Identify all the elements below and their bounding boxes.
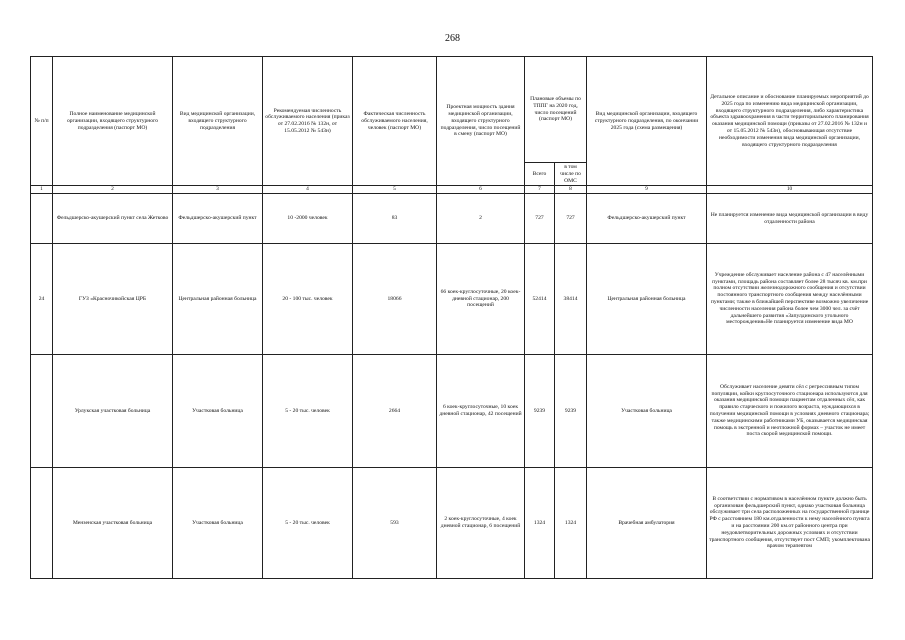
row-recommended-population: 5 - 20 тыс. человек [263, 468, 353, 579]
header-num: № п/п [31, 57, 53, 186]
row-recommended-population: 5 - 20 тыс. человек [263, 355, 353, 468]
row-recommended-population: 10 -2000 человек [263, 194, 353, 244]
table-row [31, 355, 873, 468]
row-type-after-2025: Участковая больница [587, 355, 707, 468]
column-number: 8 [555, 186, 587, 194]
row-oms: 727 [555, 194, 587, 244]
row-total: 9239 [525, 355, 555, 468]
table-row [31, 244, 873, 355]
row-type-after-2025: Центральная районная больница [587, 244, 707, 355]
header-design-capacity: Проектная мощность здания медицинской организации, входящего структурного подразделения, число посещений в смену (паспорт МО) [437, 57, 525, 186]
column-number: 9 [587, 186, 707, 194]
row-actual-population: 83 [353, 194, 437, 244]
planning-table [30, 56, 873, 579]
row-org-name: Фельдшерско-акушерский пункт села Жетково [53, 194, 173, 244]
row-description: В соответствии с нормативом в населённом пункте должно быть организован фельдшерский пункт, однако участковая больница обслуживает три села расположенных на государственной границе РФ с расстоянием 180 км.отдаленности к нему населённого пункта и на расстоянии 200 км.от районного центра при неудовлетворительных дорожных условиях и отсутствии транспортного сообщения, отсутствует пост СМП; укомплектована врачом терапевтом [707, 468, 873, 579]
row-description: Учреждение обслуживает население района с 47 населёнными пунктами, площадь района составляет более 28 тысяч кв. км.при полном отсутствии железнодорожного сообщения и отсутствии постоянного транспортного сообщения между населёнными пунктами; также в ближайшей перспективе возможно увеличение численности населения района более чем 3000 чел. за счёт дальнейшего развития «Запулдинского угольного месторождения»Не планируется изменение вида МО [707, 244, 873, 355]
column-number: 10 [707, 186, 873, 194]
row-actual-population: 2664 [353, 355, 437, 468]
column-number: 6 [437, 186, 525, 194]
row-org-type: Центральная районная больница [173, 244, 263, 355]
header-org-type: Вид медицинской организации, входящего структурного подразделения [173, 57, 263, 186]
row-description: Обслуживает население девяти сёл с регрессивным типом популяции, койки круглосуточного стационара используются для оказания медицинской помощи пациентам отдаленных сёл, как правило старческого и пожилого возраста, нуждающихся в получении медицинской помощи в условиях дневного стационара; также медицинскими работниками УБ, оказывается медицинская помощь в экстренной и неотложной формах – участок не имеет поста скорой медицинской помощи. [707, 355, 873, 468]
column-number-row [31, 186, 873, 194]
row-org-type: Участковая больница [173, 355, 263, 468]
column-number: 2 [53, 186, 173, 194]
table-row [31, 468, 873, 579]
row-num [31, 468, 53, 579]
row-num: 24 [31, 244, 53, 355]
row-org-name: Мензенская участковая больница [53, 468, 173, 579]
row-org-type: Участковая больница [173, 468, 263, 579]
row-org-type: Фельдшерско-акушерский пункт [173, 194, 263, 244]
table-row [31, 194, 873, 244]
header-description: Детальное описание и обоснование планируемых мероприятий до 2025 года по изменению вида медицинской организации, входящего структурного подразделения, либо характеристика объекта здравоохранения в части территориального планирования оказания медицинской помощи (приказы от 27.02.2016 № 132н и от 15.05.2012 № 543н), обосновывающая отсутствие необходимости изменения вида медицинской организации, входящего структурного подразделения [707, 57, 873, 186]
row-oms: 38414 [555, 244, 587, 355]
column-number: 7 [525, 186, 555, 194]
row-actual-population: 18066 [353, 244, 437, 355]
row-actual-population: 593 [353, 468, 437, 579]
header-org-name: Полное наименование медицинской организации, входящего структурного подразделения (паспорт МО) [53, 57, 173, 186]
row-design-capacity: 2 [437, 194, 525, 244]
row-design-capacity: 6 коек-круглосуточные, 10 коек дневной стационар, 42 посещений [437, 355, 525, 468]
row-type-after-2025: Фельдшерско-акушерский пункт [587, 194, 707, 244]
row-design-capacity: 66 коек-круглосуточные, 20 коек-дневной стационар, 200 посещений [437, 244, 525, 355]
row-num [31, 355, 53, 468]
row-total: 52414 [525, 244, 555, 355]
header-planned-volumes: Плановые объемы по ТППГ на 2020 год, число посещений (паспорт МО) [525, 57, 587, 163]
row-total: 727 [525, 194, 555, 244]
header-incl-oms: в том числе по ОМС [555, 163, 587, 186]
row-description: Не планируется изменение вида медицинской организации в виду отдаленности района [707, 194, 873, 244]
row-design-capacity: 2 коек-круглосуточные, 4 коек дневной стационар, 6 посещений [437, 468, 525, 579]
row-oms: 1324 [555, 468, 587, 579]
header-row [31, 57, 873, 163]
column-number: 1 [31, 186, 53, 194]
row-oms: 9239 [555, 355, 587, 468]
column-number: 3 [173, 186, 263, 194]
page-number: 268 [445, 33, 460, 44]
row-recommended-population: 20 - 100 тыс. человек [263, 244, 353, 355]
header-actual-population: Фактическая численность обслуживаемого населения, человек (паспорт МО) [353, 57, 437, 186]
column-number: 4 [263, 186, 353, 194]
row-total: 1324 [525, 468, 555, 579]
row-org-name: ГУЗ «Красночикойская ЦРБ [53, 244, 173, 355]
row-type-after-2025: Врачебная амбулатория [587, 468, 707, 579]
header-type-after-2025: Вид медицинской организации, входящего структурного подразделения, по окончании 2025 года (схема размещения) [587, 57, 707, 186]
header-total: Всего [525, 163, 555, 186]
row-org-name: Урлукская участковая больница [53, 355, 173, 468]
header-recommended-population: Рекомендуемая численность обслуживаемого населения (приказ от 27.02.2016 № 132н, от 15.05.2012 № 543н) [263, 57, 353, 186]
row-num [31, 194, 53, 244]
column-number: 5 [353, 186, 437, 194]
